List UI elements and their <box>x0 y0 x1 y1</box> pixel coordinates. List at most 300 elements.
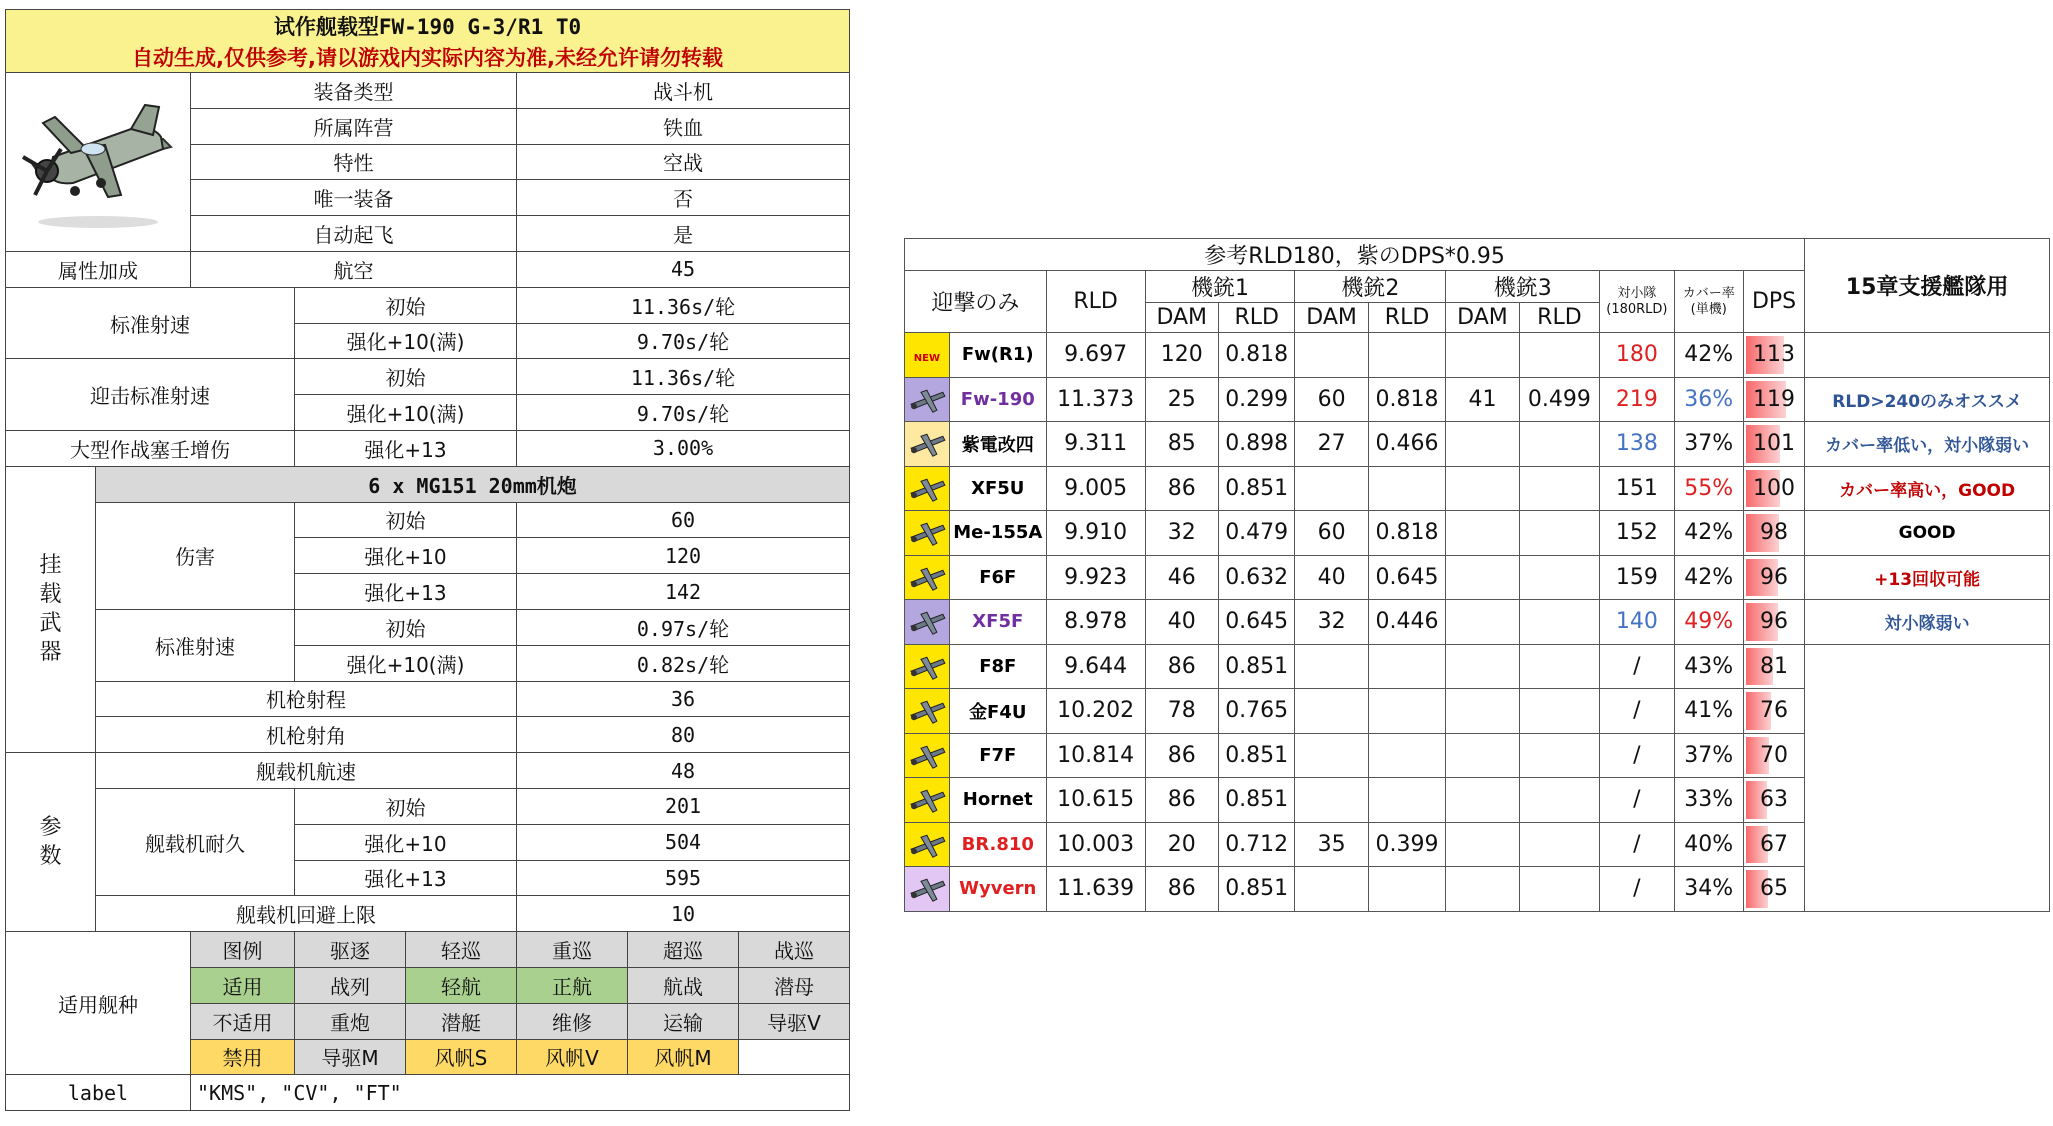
rld-sub-header: RLD <box>1368 303 1445 333</box>
equipment-title: 试作舰载型FW-190 G-3/R1 T0 <box>6 10 850 42</box>
dps-row <box>905 377 2050 422</box>
ship-type-cell: 正航 <box>517 967 628 1003</box>
gun1-dam: 86 <box>1145 466 1218 511</box>
dps-row <box>905 644 2050 689</box>
rld-value: 9.005 <box>1046 466 1145 511</box>
plane-name: XF5U <box>949 466 1046 511</box>
cover-value: 43% <box>1674 644 1743 689</box>
dps-cell <box>1743 333 1804 378</box>
small-fleet-value: 219 <box>1600 377 1674 422</box>
gun2-rld: 0.818 <box>1368 511 1445 556</box>
cover-value: 42% <box>1674 555 1743 600</box>
name-header: 迎撃のみ <box>905 271 1047 333</box>
ship-kind-legend: 图例 <box>191 932 295 968</box>
gun3-dam <box>1446 867 1519 912</box>
note-cell: +13回収可能 <box>1805 555 2050 600</box>
plane-icon-cell <box>905 867 950 912</box>
cover-header-text: カバー率 <box>1682 285 1735 301</box>
gun1-dam: 85 <box>1145 422 1218 467</box>
intercept-rate-sub: 强化+10(满) <box>295 395 517 431</box>
plane-name: 金F4U <box>949 689 1046 734</box>
cover-value: 36% <box>1674 377 1743 422</box>
ship-type-cell: 战列 <box>295 967 406 1003</box>
plane-icon-cell <box>905 466 950 511</box>
plane-hp-value: 595 <box>517 860 850 896</box>
dps-row <box>905 466 2050 511</box>
plane-name: Wyvern <box>949 867 1046 912</box>
ship-type-cell: 风帆M <box>628 1039 739 1075</box>
basic-value: 否 <box>517 180 850 216</box>
plane-evade-value: 10 <box>517 896 850 932</box>
ship-type-cell: 轻巡 <box>406 932 517 968</box>
dps-cell <box>1743 422 1804 467</box>
plane-icon <box>905 511 949 555</box>
gun2-rld <box>1368 867 1445 912</box>
dps-cell <box>1743 600 1804 645</box>
gun1-rld: 0.645 <box>1218 600 1294 645</box>
gun3-rld <box>1519 689 1600 734</box>
dam-header: DAM <box>1446 303 1519 333</box>
small-fleet-value: / <box>1600 689 1674 734</box>
gun2-dam: 60 <box>1295 511 1368 556</box>
gun2-dam: 40 <box>1295 555 1368 600</box>
gun2-dam <box>1295 733 1368 778</box>
gun3-rld: 0.499 <box>1519 377 1600 422</box>
ship-type-cell: 潜母 <box>739 967 850 1003</box>
gun1-dam: 25 <box>1145 377 1218 422</box>
small-fleet-header-text: 対小隊 <box>1617 285 1657 301</box>
note-cell: GOOD <box>1805 511 2050 556</box>
gun3-dam <box>1446 689 1519 734</box>
gun3-dam <box>1446 555 1519 600</box>
plane-name: Me-155A <box>949 511 1046 556</box>
rld-value: 11.373 <box>1046 377 1145 422</box>
dps-row <box>905 555 2050 600</box>
plane-icon-cell <box>905 377 950 422</box>
dps-cell <box>1743 822 1804 867</box>
gun3-rld <box>1519 422 1600 467</box>
rld-value: 9.311 <box>1046 422 1145 467</box>
gun2-rld: 0.818 <box>1368 377 1445 422</box>
small-fleet-value: / <box>1600 733 1674 778</box>
gun1-dam: 86 <box>1145 644 1218 689</box>
note-cell <box>1805 333 2050 378</box>
rld-value: 8.978 <box>1046 600 1145 645</box>
small-fleet-value: 138 <box>1600 422 1674 467</box>
intercept-rate-sub: 初始 <box>295 359 517 395</box>
small-fleet-header <box>1600 271 1674 333</box>
intercept-rate-value: 11.36s/轮 <box>517 359 850 395</box>
rld-value: 10.814 <box>1046 733 1145 778</box>
weapon-rate-sub: 初始 <box>295 609 517 645</box>
dps-cell <box>1743 555 1804 600</box>
small-fleet-value: 152 <box>1600 511 1674 556</box>
gun3-rld <box>1519 778 1600 823</box>
dps-value: 119 <box>1753 386 1796 412</box>
fighter-plane-icon <box>13 87 183 237</box>
gun2-header: 機銃2 <box>1295 271 1446 303</box>
weapon-rate-sub: 强化+10(满) <box>295 645 517 681</box>
gun3-rld <box>1519 600 1600 645</box>
params-group-text: 参数 <box>39 815 62 870</box>
dps-value: 96 <box>1760 609 1789 635</box>
cover-header <box>1674 271 1743 333</box>
cover-value: 42% <box>1674 333 1743 378</box>
weapon-damage-value: 120 <box>517 538 850 574</box>
plane-icon <box>905 467 949 511</box>
ship-kind-not-applicable: 不适用 <box>191 1003 295 1039</box>
plane-icon-cell <box>905 333 950 378</box>
rld-value: 9.644 <box>1046 644 1145 689</box>
rld-header: RLD <box>1046 271 1145 333</box>
weapon-damage-sub: 强化+13 <box>295 574 517 610</box>
ship-type-cell: 导驱V <box>739 1003 850 1039</box>
dps-value: 65 <box>1760 876 1789 902</box>
gun1-dam: 40 <box>1145 600 1218 645</box>
cover-value: 40% <box>1674 822 1743 867</box>
plane-name: Fw(R1) <box>949 333 1046 378</box>
ship-kind-applicable: 适用 <box>191 967 295 1003</box>
small-fleet-value: / <box>1600 644 1674 689</box>
gun3-rld <box>1519 867 1600 912</box>
dps-value: 98 <box>1760 520 1789 546</box>
plane-speed-value: 48 <box>517 753 850 789</box>
gun1-rld: 0.851 <box>1218 466 1294 511</box>
weapon-range-value: 36 <box>517 681 850 717</box>
gun3-dam <box>1446 333 1519 378</box>
plane-name: F7F <box>949 733 1046 778</box>
dps-row <box>905 333 2050 378</box>
gun3-rld <box>1519 333 1600 378</box>
gun1-dam: 32 <box>1145 511 1218 556</box>
weapon-damage-value: 142 <box>517 574 850 610</box>
boss-dmg-value: 3.00% <box>517 430 850 466</box>
ship-type-cell: 超巡 <box>628 932 739 968</box>
gun2-rld <box>1368 778 1445 823</box>
gun3-dam <box>1446 644 1519 689</box>
gun3-header: 機銃3 <box>1446 271 1600 303</box>
dps-row <box>905 511 2050 556</box>
dps-value: 63 <box>1760 787 1789 813</box>
weapon-rate-value: 0.82s/轮 <box>517 645 850 681</box>
boss-dmg-sub: 强化+13 <box>295 430 517 466</box>
dps-comparison-table <box>904 238 2050 912</box>
dps-row <box>905 600 2050 645</box>
weapon-damage-sub: 初始 <box>295 502 517 538</box>
rld-value: 10.202 <box>1046 689 1145 734</box>
rld-sub-header: RLD <box>1218 303 1294 333</box>
basic-label: 装备类型 <box>191 73 517 109</box>
plane-image <box>6 73 191 252</box>
plane-icon-cell <box>905 422 950 467</box>
dps-value: 76 <box>1760 698 1789 724</box>
cover-value: 55% <box>1674 466 1743 511</box>
ship-type-cell: 风帆V <box>517 1039 628 1075</box>
dps-value: 81 <box>1760 653 1789 679</box>
dam-header: DAM <box>1145 303 1218 333</box>
note-cell: 対小隊弱い <box>1805 600 2050 645</box>
ship-types-label: 适用舰种 <box>6 932 191 1075</box>
stat-bonus-label: 属性加成 <box>6 251 191 287</box>
gun1-dam: 46 <box>1145 555 1218 600</box>
ship-type-cell: 重巡 <box>517 932 628 968</box>
std-rate-sub: 初始 <box>295 287 517 323</box>
equipment-sheet <box>5 9 849 1111</box>
gun3-dam <box>1446 422 1519 467</box>
weapon-damage-label: 伤害 <box>96 502 295 609</box>
params-group-label <box>6 753 96 932</box>
plane-icon-cell <box>905 555 950 600</box>
gun1-rld: 0.765 <box>1218 689 1294 734</box>
rld-value: 9.910 <box>1046 511 1145 556</box>
plane-name: F8F <box>949 644 1046 689</box>
gun3-dam <box>1446 466 1519 511</box>
plane-icon <box>905 556 949 600</box>
gun2-dam: 35 <box>1295 822 1368 867</box>
dps-value: 67 <box>1760 831 1789 857</box>
plane-name: Hornet <box>949 778 1046 823</box>
gun2-rld: 0.399 <box>1368 822 1445 867</box>
plane-icon <box>905 422 949 466</box>
note-cell-empty <box>1805 644 2050 911</box>
gun2-dam <box>1295 689 1368 734</box>
gun2-dam <box>1295 644 1368 689</box>
gun2-dam <box>1295 778 1368 823</box>
plane-hp-value: 504 <box>517 824 850 860</box>
cover-value: 42% <box>1674 511 1743 556</box>
weapon-group-label <box>6 466 96 752</box>
cover-value: 37% <box>1674 422 1743 467</box>
gun1-rld: 0.898 <box>1218 422 1294 467</box>
plane-speed-label: 舰载机航速 <box>96 753 517 789</box>
plane-name: XF5F <box>949 600 1046 645</box>
gun1-header: 機銃1 <box>1145 271 1295 303</box>
std-rate-value: 11.36s/轮 <box>517 287 850 323</box>
plane-hp-label: 舰载机耐久 <box>96 788 295 895</box>
plane-icon <box>905 600 949 644</box>
label-row-value: "KMS", "CV", "FT" <box>191 1075 850 1111</box>
plane-name: 紫電改四 <box>949 422 1046 467</box>
gun1-dam: 86 <box>1145 867 1218 912</box>
ship-type-cell: 重炮 <box>295 1003 406 1039</box>
dps-header: DPS <box>1743 271 1804 333</box>
new-badge: NEW <box>910 350 944 367</box>
gun2-dam: 60 <box>1295 377 1368 422</box>
plane-icon <box>905 378 949 422</box>
gun2-rld <box>1368 733 1445 778</box>
basic-label: 所属阵营 <box>191 108 517 144</box>
gun2-dam <box>1295 867 1368 912</box>
gun3-rld <box>1519 511 1600 556</box>
boss-dmg-label: 大型作战塞壬增伤 <box>6 430 295 466</box>
ship-type-cell: 潜艇 <box>406 1003 517 1039</box>
weapon-angle-label: 机枪射角 <box>96 717 517 753</box>
gun1-rld: 0.712 <box>1218 822 1294 867</box>
stat-bonus-value: 45 <box>517 251 850 287</box>
plane-name: Fw-190 <box>949 377 1046 422</box>
gun2-dam: 32 <box>1295 600 1368 645</box>
ship-type-cell: 风帆S <box>406 1039 517 1075</box>
basic-label: 自动起飞 <box>191 216 517 252</box>
gun2-rld <box>1368 333 1445 378</box>
rld-value: 10.003 <box>1046 822 1145 867</box>
note-cell: カバー率低い，対小隊弱い <box>1805 422 2050 467</box>
note-header: 15章支援艦隊用 <box>1805 239 2050 333</box>
cover-value: 41% <box>1674 689 1743 734</box>
gun3-dam <box>1446 778 1519 823</box>
gun3-dam <box>1446 511 1519 556</box>
dps-cell <box>1743 377 1804 422</box>
gun3-dam <box>1446 600 1519 645</box>
dps-caption: 参考RLD180，紫のDPS*0.95 <box>905 239 1805 271</box>
plane-hp-sub: 强化+10 <box>295 824 517 860</box>
gun2-rld <box>1368 644 1445 689</box>
dps-cell <box>1743 466 1804 511</box>
gun1-rld: 0.299 <box>1218 377 1294 422</box>
weapon-group-text: 挂载武器 <box>39 553 62 666</box>
cover-value: 49% <box>1674 600 1743 645</box>
gun3-rld <box>1519 822 1600 867</box>
gun2-rld <box>1368 466 1445 511</box>
dam-header: DAM <box>1295 303 1368 333</box>
small-fleet-value: / <box>1600 778 1674 823</box>
plane-name: F6F <box>949 555 1046 600</box>
dps-cell <box>1743 644 1804 689</box>
ship-type-cell <box>739 1039 850 1075</box>
gun1-rld: 0.851 <box>1218 778 1294 823</box>
std-rate-label: 标准射速 <box>6 287 295 359</box>
small-fleet-value: / <box>1600 867 1674 912</box>
weapon-rate-label: 标准射速 <box>96 609 295 681</box>
cover-value: 37% <box>1674 733 1743 778</box>
weapon-range-label: 机枪射程 <box>96 681 517 717</box>
ship-type-cell: 驱逐 <box>295 932 406 968</box>
rld-sub-header: RLD <box>1519 303 1600 333</box>
plane-icon <box>905 778 949 822</box>
gun3-dam <box>1446 822 1519 867</box>
gun3-rld <box>1519 733 1600 778</box>
plane-hp-sub: 初始 <box>295 788 517 824</box>
stat-bonus-stat: 航空 <box>191 251 517 287</box>
ship-type-cell: 导驱M <box>295 1039 406 1075</box>
std-rate-value: 9.70s/轮 <box>517 323 850 359</box>
plane-icon <box>905 823 949 867</box>
weapon-name: 6 x MG151 20mm机炮 <box>96 466 850 502</box>
std-rate-sub: 强化+10(满) <box>295 323 517 359</box>
rld-value: 9.923 <box>1046 555 1145 600</box>
gun1-rld: 0.851 <box>1218 644 1294 689</box>
gun1-dam: 86 <box>1145 778 1218 823</box>
basic-label: 唯一装备 <box>191 180 517 216</box>
label-row-label: label <box>6 1075 191 1111</box>
rld-value: 10.615 <box>1046 778 1145 823</box>
dps-value: 96 <box>1760 564 1789 590</box>
ship-kind-banned: 禁用 <box>191 1039 295 1075</box>
gun3-dam <box>1446 733 1519 778</box>
gun2-dam <box>1295 333 1368 378</box>
small-fleet-header-sub: (180RLD) <box>1606 301 1668 317</box>
gun1-rld: 0.851 <box>1218 733 1294 778</box>
plane-icon-cell <box>905 822 950 867</box>
plane-hp-sub: 强化+13 <box>295 860 517 896</box>
dps-cell <box>1743 689 1804 734</box>
gun3-rld <box>1519 466 1600 511</box>
weapon-damage-value: 60 <box>517 502 850 538</box>
dps-value: 100 <box>1753 475 1796 501</box>
note-cell: カバー率高い，GOOD <box>1805 466 2050 511</box>
notice-text: 自动生成,仅供参考,请以游戏内实际内容为准,未经允许请勿转载 <box>6 41 850 73</box>
gun2-rld <box>1368 689 1445 734</box>
dps-table-body <box>905 333 2050 912</box>
plane-icon <box>905 867 949 911</box>
basic-value: 铁血 <box>517 108 850 144</box>
plane-icon-cell <box>905 600 950 645</box>
basic-value: 战斗机 <box>517 73 850 109</box>
dps-row <box>905 422 2050 467</box>
ship-type-cell: 轻航 <box>406 967 517 1003</box>
gun1-rld: 0.818 <box>1218 333 1294 378</box>
basic-label: 特性 <box>191 144 517 180</box>
intercept-rate-label: 迎击标准射速 <box>6 359 295 431</box>
plane-icon-cell <box>905 511 950 556</box>
gun2-rld: 0.446 <box>1368 600 1445 645</box>
ship-type-cell: 运输 <box>628 1003 739 1039</box>
gun1-dam: 120 <box>1145 333 1218 378</box>
gun1-rld: 0.851 <box>1218 867 1294 912</box>
dps-cell <box>1743 778 1804 823</box>
gun1-dam: 78 <box>1145 689 1218 734</box>
gun1-rld: 0.479 <box>1218 511 1294 556</box>
rld-value: 9.697 <box>1046 333 1145 378</box>
note-cell: RLD>240のみオススメ <box>1805 377 2050 422</box>
ship-type-cell: 维修 <box>517 1003 628 1039</box>
plane-evade-label: 舰载机回避上限 <box>96 896 517 932</box>
gun2-rld: 0.645 <box>1368 555 1445 600</box>
ship-type-cell: 战巡 <box>739 932 850 968</box>
plane-icon <box>905 689 949 733</box>
gun2-dam <box>1295 466 1368 511</box>
dps-value: 101 <box>1753 431 1796 457</box>
gun1-dam: 20 <box>1145 822 1218 867</box>
dps-cell <box>1743 733 1804 778</box>
weapon-damage-sub: 强化+10 <box>295 538 517 574</box>
rld-value: 11.639 <box>1046 867 1145 912</box>
plane-icon-cell <box>905 689 950 734</box>
weapon-angle-value: 80 <box>517 717 850 753</box>
plane-name: BR.810 <box>949 822 1046 867</box>
cover-value: 34% <box>1674 867 1743 912</box>
plane-icon-cell <box>905 644 950 689</box>
small-fleet-value: 180 <box>1600 333 1674 378</box>
ship-type-cell: 航战 <box>628 967 739 1003</box>
plane-icon-cell <box>905 733 950 778</box>
gun2-dam: 27 <box>1295 422 1368 467</box>
intercept-rate-value: 9.70s/轮 <box>517 395 850 431</box>
small-fleet-value: 140 <box>1600 600 1674 645</box>
gun3-rld <box>1519 555 1600 600</box>
plane-hp-value: 201 <box>517 788 850 824</box>
plane-icon <box>905 645 949 689</box>
dps-value: 70 <box>1760 742 1789 768</box>
gun2-rld: 0.466 <box>1368 422 1445 467</box>
cover-value: 33% <box>1674 778 1743 823</box>
plane-icon <box>905 734 949 778</box>
gun1-rld: 0.632 <box>1218 555 1294 600</box>
small-fleet-value: 159 <box>1600 555 1674 600</box>
basic-value: 空战 <box>517 144 850 180</box>
dps-cell <box>1743 867 1804 912</box>
cover-header-sub: (単機) <box>1690 301 1727 317</box>
